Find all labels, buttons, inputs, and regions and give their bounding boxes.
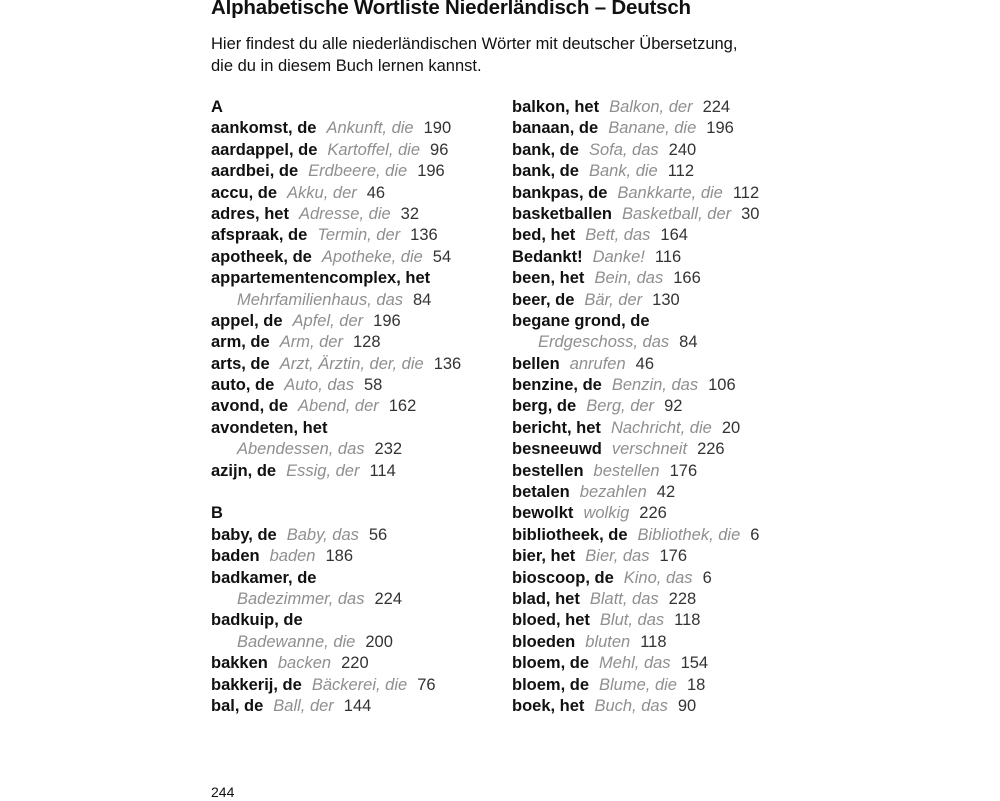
german-translation: anrufen [569, 354, 626, 373]
list-item [512, 632, 759, 653]
page-reference: 190 [423, 119, 452, 138]
intro-line: die du in diesem Buch lernen kannst. [211, 57, 482, 75]
dutch-word: bibliotheek, de [512, 525, 628, 544]
german-translation: Bank, die [588, 162, 658, 181]
section-letter: B [211, 504, 223, 523]
german-translation: Arm, der [279, 333, 343, 352]
page-reference: 220 [341, 654, 369, 673]
german-translation: Bein, das [594, 269, 664, 288]
german-translation: Badewanne, die [237, 632, 356, 651]
german-translation: Bär, der [584, 290, 643, 309]
list-item [211, 461, 461, 482]
list-item [512, 482, 759, 503]
page-reference: 196 [417, 162, 445, 181]
list-item [512, 161, 759, 182]
german-translation: Abend, der [298, 397, 379, 416]
page-reference: 232 [374, 440, 403, 459]
dutch-word: bakkerij, de [211, 675, 302, 694]
page-title: Alphabetische Wortliste Niederländisch – Deutsch [211, 0, 691, 19]
german-translation: Akku, der [287, 183, 357, 202]
dutch-word: boek, het [512, 696, 585, 715]
page-reference: 136 [433, 354, 462, 373]
page-reference: 6 [750, 525, 760, 544]
list-item-continuation [211, 290, 461, 311]
list-item [512, 568, 759, 589]
dutch-word: accu, de [211, 183, 278, 202]
dutch-word: beer, de [512, 290, 575, 309]
list-item [512, 183, 759, 204]
list-item [512, 525, 759, 546]
page-reference: 6 [702, 568, 712, 587]
list-item [211, 546, 461, 567]
german-translation: Blut, das [599, 611, 665, 630]
german-translation: Benzin, das [611, 376, 699, 395]
page-reference: 90 [677, 696, 697, 715]
dutch-word: azijn, de [211, 461, 277, 480]
page-reference: 224 [374, 589, 403, 608]
dutch-word: Bedankt! [512, 247, 583, 266]
list-item [512, 268, 759, 289]
page-reference: 114 [369, 461, 396, 480]
page-reference: 228 [668, 589, 697, 608]
page-reference: 164 [660, 226, 688, 245]
dutch-word: adres, het [211, 204, 289, 223]
list-item [211, 332, 461, 353]
german-translation: Essig, der [286, 461, 360, 480]
german-translation: Bier, das [585, 547, 650, 566]
page-reference: 112 [667, 162, 695, 181]
german-translation: bestellen [593, 461, 660, 480]
page-reference: 226 [639, 504, 667, 523]
list-item [512, 396, 759, 417]
dutch-word: apotheek, de [211, 247, 312, 266]
spacer [211, 482, 461, 503]
page-reference: 118 [640, 632, 667, 651]
page-reference: 92 [664, 397, 683, 416]
dutch-word: basketballen [512, 204, 612, 223]
german-translation: Balkon, der [609, 98, 693, 116]
german-translation: Bäckerei, die [311, 675, 408, 694]
page-reference: 18 [686, 675, 706, 694]
page-reference: 144 [343, 696, 372, 715]
dutch-word: arm, de [211, 333, 270, 352]
list-item [512, 653, 759, 674]
german-translation: Erdbeere, die [308, 162, 408, 181]
german-translation: Sofa, das [588, 140, 659, 159]
list-item [211, 653, 461, 674]
page-reference: 154 [680, 654, 709, 673]
list-item [211, 140, 461, 161]
list-item [512, 204, 759, 225]
list-item [512, 439, 759, 460]
german-translation: Basketball, der [621, 204, 732, 223]
list-item [512, 97, 759, 118]
page-reference: 46 [635, 354, 655, 373]
page-reference: 56 [368, 525, 388, 544]
page-reference: 116 [654, 247, 682, 266]
dutch-word: appel, de [211, 311, 283, 330]
german-translation: bezahlen [579, 483, 647, 502]
list-item [512, 140, 759, 161]
dutch-word: bier, het [512, 547, 576, 566]
list-item [512, 354, 759, 375]
list-item [211, 268, 461, 289]
dutch-word: blad, het [512, 589, 580, 608]
dutch-word: bank, de [512, 140, 579, 159]
german-translation: Baby, das [286, 525, 359, 544]
list-item [512, 610, 759, 631]
page-reference: 136 [410, 226, 438, 245]
german-translation: Banane, die [608, 119, 697, 138]
dutch-word: bewolkt [512, 504, 574, 523]
german-translation: Blume, die [599, 675, 677, 694]
list-item [512, 589, 759, 610]
dutch-word: balkon, het [512, 98, 600, 116]
list-item [211, 525, 461, 546]
page-reference: 240 [668, 140, 697, 159]
list-item [211, 418, 461, 439]
list-item-continuation [211, 439, 461, 460]
intro-text [211, 33, 831, 77]
dutch-word: badkamer, de [211, 568, 317, 587]
dutch-word: arts, de [211, 354, 270, 373]
dutch-word: auto, de [211, 376, 275, 395]
german-translation: Apotheke, die [321, 247, 423, 266]
german-translation: Ankunft, die [326, 119, 414, 138]
page-reference: 46 [366, 183, 386, 202]
page-reference: 128 [352, 333, 381, 352]
dutch-word: been, het [512, 269, 585, 288]
german-translation: Kartoffel, die [327, 140, 421, 159]
page-reference: 30 [741, 204, 760, 223]
list-item [211, 396, 461, 417]
page-reference: 226 [697, 440, 725, 459]
dutch-word: bank, de [512, 162, 579, 181]
german-translation: Arzt, Ärztin, der, die [279, 354, 424, 373]
german-translation: Auto, das [284, 376, 354, 395]
page-reference: 176 [669, 461, 698, 480]
list-item [211, 696, 461, 717]
page-reference: 76 [417, 675, 436, 694]
dutch-word: bloem, de [512, 675, 590, 694]
list-item [512, 375, 759, 396]
page-reference: 84 [413, 290, 432, 309]
german-translation: Bett, das [585, 226, 651, 245]
dutch-word: bestellen [512, 461, 584, 480]
dutch-word: bed, het [512, 226, 576, 245]
german-translation: Buch, das [594, 696, 668, 715]
german-translation: Badezimmer, das [237, 589, 365, 608]
dutch-word: bloeden [512, 632, 576, 651]
dutch-word: baby, de [211, 525, 277, 544]
list-item [211, 568, 461, 589]
list-item [512, 290, 759, 311]
page-reference: 196 [706, 119, 734, 138]
dutch-word: bal, de [211, 696, 264, 715]
list-item [211, 354, 461, 375]
page-reference: 176 [659, 547, 688, 566]
german-translation: bluten [585, 632, 631, 651]
page-reference: 84 [679, 333, 698, 352]
german-translation: Blatt, das [589, 589, 659, 608]
page-reference: 106 [708, 376, 736, 395]
dutch-word: avondeten, het [211, 418, 328, 437]
page-reference: 58 [363, 376, 383, 395]
dutch-word: bellen [512, 354, 560, 373]
page-reference: 224 [702, 98, 731, 116]
dutch-word: bericht, het [512, 418, 601, 437]
german-translation: Ball, der [273, 696, 334, 715]
list-item [211, 204, 461, 225]
german-translation: backen [277, 654, 332, 673]
list-item [211, 161, 461, 182]
dutch-word: besneeuwd [512, 440, 602, 459]
german-translation: Nachricht, die [610, 418, 712, 437]
page-reference: 166 [673, 269, 701, 288]
german-translation: verschneit [611, 440, 688, 459]
section-letter: A [211, 98, 223, 116]
german-translation: Mehrfamilienhaus, das [237, 290, 403, 309]
dutch-word: begane grond, de [512, 311, 650, 330]
list-item [211, 183, 461, 204]
german-translation: baden [269, 547, 316, 566]
list-item [512, 696, 759, 717]
dutch-word: avond, de [211, 397, 289, 416]
german-translation: Bibliothek, die [637, 525, 741, 544]
list-item-continuation [512, 332, 759, 353]
dutch-word: aardbei, de [211, 162, 299, 181]
list-item [512, 461, 759, 482]
list-item [211, 375, 461, 396]
german-translation: Apfel, der [292, 311, 364, 330]
dutch-word: benzine, de [512, 376, 602, 395]
dutch-word: bakken [211, 654, 268, 673]
german-translation: Berg, der [586, 397, 655, 416]
list-item [512, 418, 759, 439]
german-translation: Kino, das [623, 568, 693, 587]
dutch-word: betalen [512, 483, 570, 502]
german-translation: Adresse, die [298, 204, 391, 223]
wordlist-column-left [211, 97, 461, 717]
page-reference: 200 [365, 632, 393, 651]
dutch-word: bloem, de [512, 654, 590, 673]
page-reference: 162 [388, 397, 417, 416]
page-number: 244 [211, 784, 235, 800]
dutch-word: aankomst, de [211, 119, 317, 138]
list-item [512, 503, 759, 524]
list-item-continuation [211, 589, 461, 610]
list-item [512, 225, 759, 246]
page-reference: 20 [721, 418, 741, 437]
page-reference: 96 [430, 140, 449, 159]
list-item [512, 675, 759, 696]
german-translation: Mehl, das [599, 654, 671, 673]
list-item [512, 247, 759, 268]
page-reference: 42 [656, 483, 676, 502]
dutch-word: bloed, het [512, 611, 590, 630]
list-item [512, 311, 759, 332]
list-item [211, 247, 461, 268]
intro-line: Hier findest du alle niederländischen Wörter mit deutscher Übersetzung, [211, 35, 738, 53]
dutch-word: bankpas, de [512, 183, 608, 202]
list-item [211, 311, 461, 332]
page-reference: 112 [732, 183, 760, 202]
german-translation: Erdgeschoss, das [538, 333, 670, 352]
list-item [211, 610, 461, 631]
page-reference: 54 [432, 247, 452, 266]
dutch-word: afspraak, de [211, 226, 308, 245]
german-translation: Danke! [592, 247, 645, 266]
list-item [211, 118, 461, 139]
page-reference: 118 [674, 611, 701, 630]
list-item [211, 225, 461, 246]
list-item [512, 118, 759, 139]
page-reference: 186 [325, 547, 354, 566]
german-translation: Abendessen, das [237, 440, 365, 459]
page-reference: 32 [400, 204, 420, 223]
german-translation: wolkig [583, 504, 630, 523]
dutch-word: appartementencomplex, het [211, 269, 431, 288]
list-item [211, 675, 461, 696]
dutch-word: berg, de [512, 397, 577, 416]
dutch-word: aardappel, de [211, 140, 318, 159]
dutch-word: baden [211, 547, 260, 566]
list-item-continuation [211, 632, 461, 653]
dutch-word: banaan, de [512, 119, 599, 138]
page-reference: 196 [373, 311, 401, 330]
german-translation: Bankkarte, die [617, 183, 723, 202]
list-item [512, 546, 759, 567]
german-translation: Termin, der [317, 226, 401, 245]
dutch-word: bioscoop, de [512, 568, 614, 587]
page-reference: 130 [652, 290, 680, 309]
dutch-word: badkuip, de [211, 611, 303, 630]
wordlist-column-right [512, 97, 759, 717]
